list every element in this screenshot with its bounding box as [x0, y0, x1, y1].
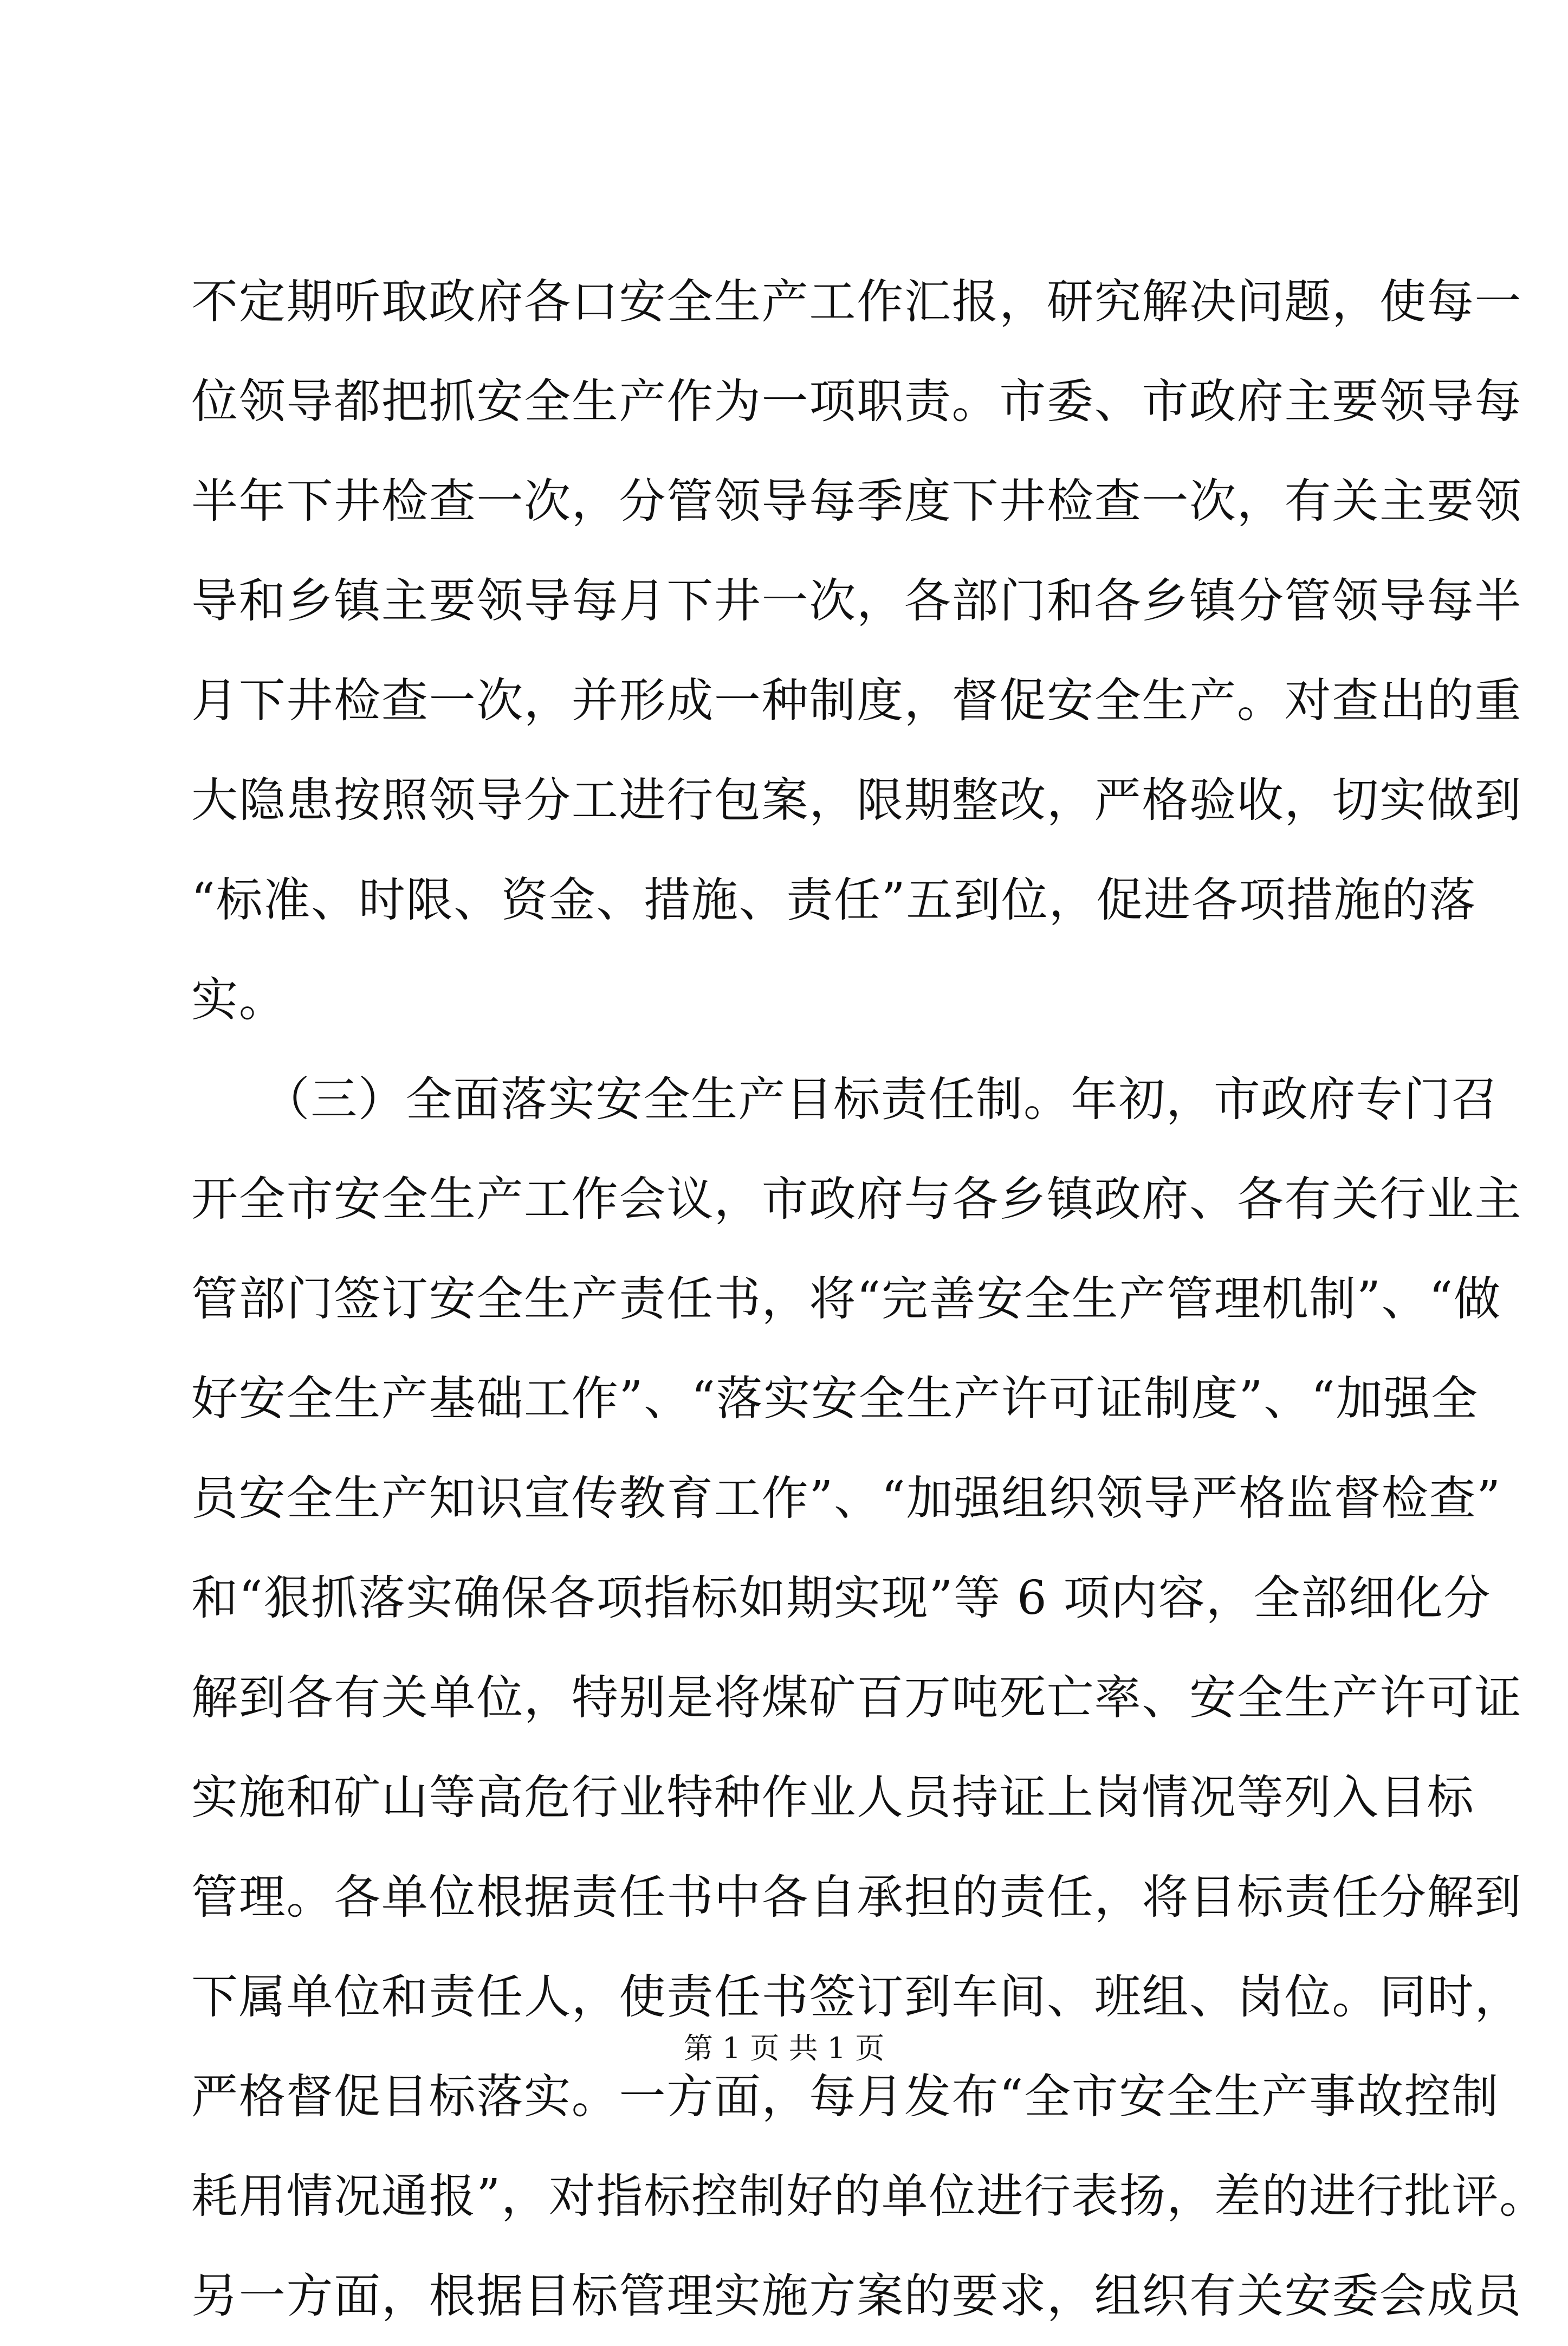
text-line-16: 实施和矿山等高危行业特种作业人员持证上岗情况等列入目标: [191, 1770, 1475, 1825]
text-line-20: 耗用情况通报”，对指标控制好的单位进行表扬，差的进行批评。: [191, 2169, 1547, 2224]
text-line-5: 月下井检查一次，并形成一种制度，督促安全生产。对查出的重: [191, 674, 1522, 728]
text-line-3: 半年下井检查一次，分管领导每季度下井检查一次，有关主要领: [191, 474, 1522, 528]
text-line-1: 不定期听取政府各口安全生产工作汇报，研究解决问题，使每一: [191, 275, 1522, 329]
text-line-7: “标准、时限、资金、措施、责任”五到位，促进各项措施的落: [191, 873, 1477, 927]
text-line-2: 位领导都把抓安全生产作为一项职责。市委、市政府主要领导每: [191, 374, 1522, 429]
text-line-8: 实。: [191, 973, 287, 1027]
text-line-14: 和“狠抓落实确保各项指标如期实现”等 6 项内容，全部细化分: [191, 1571, 1491, 1625]
text-line-4: 导和乡镇主要领导每月下井一次，各部门和各乡镇分管领导每半: [191, 574, 1522, 628]
section-heading-line: （三）全面落实安全生产目标责任制。年初，市政府专门召: [191, 1072, 1499, 1127]
text-line-12: 好安全生产基础工作”、“落实安全生产许可证制度”、“加强全: [191, 1372, 1479, 1426]
text-line-19: 严格督促目标落实。一方面，每月发布“全市安全生产事故控制: [191, 2070, 1500, 2124]
text-line-17: 管理。各单位根据责任书中各自承担的责任，将目标责任分解到: [191, 1870, 1522, 1924]
text-line-18: 下属单位和责任人，使责任书签订到车间、班组、岗位。同时，: [191, 1970, 1522, 2024]
text-line-13: 员安全生产知识宣传教育工作”、“加强组织领导严格监督检查”: [191, 1471, 1501, 1526]
text-line-6: 大隐患按照领导分工进行包案，限期整改，严格验收，切实做到: [191, 773, 1522, 828]
text-line-15: 解到各有关单位，特别是将煤矿百万吨死亡率、安全生产许可证: [191, 1671, 1522, 1725]
text-line-21: 另一方面，根据目标管理实施方案的要求，组织有关安委会成员: [191, 2269, 1522, 2323]
text-line-11: 管部门签订安全生产责任书，将“完善安全生产管理机制”、“做: [191, 1272, 1501, 1326]
page-number-footer: 第 1 页 共 1 页: [683, 2031, 885, 2065]
text-line-10: 开全市安全生产工作会议，市政府与各乡镇政府、各有关行业主: [191, 1172, 1522, 1226]
